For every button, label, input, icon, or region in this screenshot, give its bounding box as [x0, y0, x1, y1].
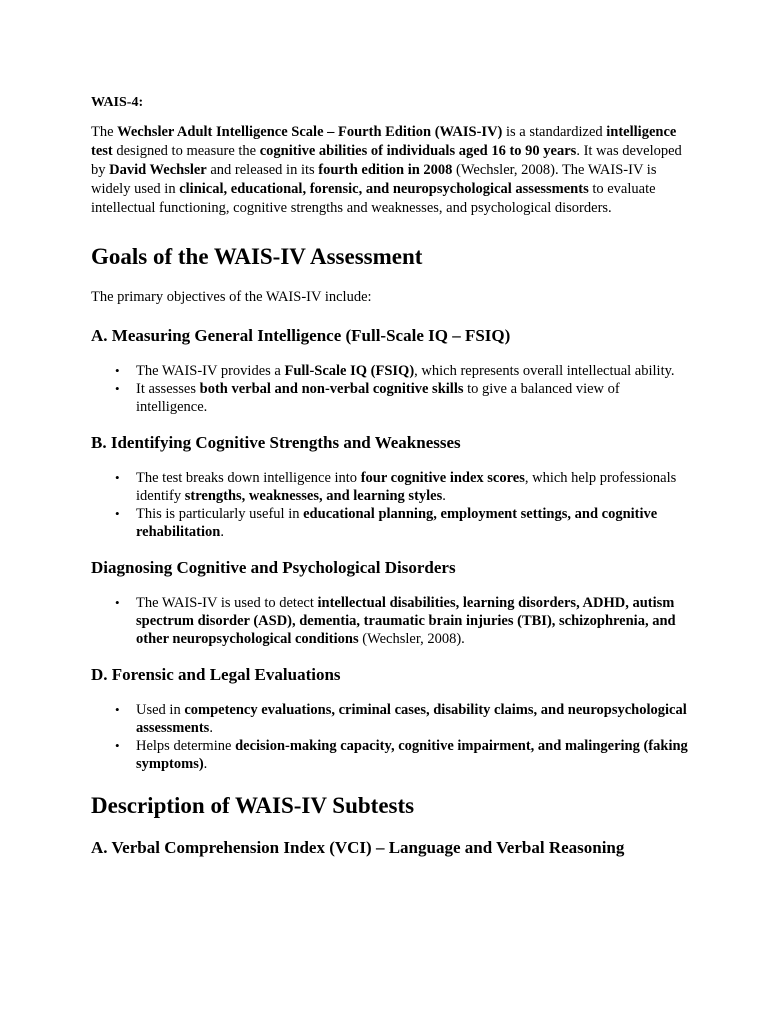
list-item [115, 701, 688, 737]
list-item-bold-text: both verbal and non-verbal cognitive skills [199, 381, 464, 397]
list-item [115, 737, 688, 773]
list-item-text: (Wechsler, 2008). [358, 631, 465, 647]
intro-bold-text: clinical, educational, forensic, and neuropsychological assessments [179, 181, 589, 197]
intro-bold-text: David Wechsler [109, 162, 207, 178]
list-item-text: , which represents overall intellectual ability. [414, 363, 675, 379]
bullet-icon: • [115, 381, 120, 396]
list-item-bold-text: educational planning, employment settings, and cognitive rehabilitation [136, 506, 658, 540]
intro-text: and released in its [206, 162, 319, 178]
list-item-text: The WAIS-IV is used to detect [136, 595, 318, 611]
bullet-icon: • [115, 506, 120, 521]
section-a-list [91, 362, 688, 416]
list-item-text: to give a balanced view of intelligence. [136, 381, 620, 415]
bullet-icon: • [115, 595, 120, 610]
list-item-text: The WAIS-IV provides a [136, 363, 285, 379]
intro-bold-text: fourth edition in 2008 [318, 162, 453, 178]
list-item-bold-text: decision-making capacity, cognitive impairment, and malingering (faking symptoms) [136, 738, 688, 772]
list-item-text: This is particularly useful in [136, 506, 304, 522]
list-item-text: . [220, 524, 224, 540]
list-item-text: Used in [136, 702, 185, 718]
list-item [115, 469, 688, 505]
bullet-icon: • [115, 363, 120, 378]
intro-text: to evaluate intellectual functioning, cognitive strengths and weaknesses, and psychological disorders. [91, 181, 656, 216]
list-item-text: The test breaks down intelligence into [136, 470, 361, 486]
bullet-icon: • [115, 470, 120, 485]
list-item-bold-text: competency evaluations, criminal cases, disability claims, and neuropsychological assessments [136, 702, 687, 736]
list-item-text: . [442, 488, 446, 504]
section-b-heading: B. Identifying Cognitive Strengths and Weaknesses [91, 433, 461, 452]
list-item-bold-text: strengths, weaknesses, and learning styles [184, 488, 443, 504]
list-item-text: Helps determine [136, 738, 236, 754]
bullet-icon: • [115, 702, 120, 717]
intro-bold-text: intelligence test [91, 124, 677, 159]
intro-bold-text: cognitive abilities of individuals aged 16 to 90 years [259, 143, 577, 159]
intro-bold-text: Wechsler Adult Intelligence Scale – Fourth Edition (WAIS-IV) [117, 124, 503, 140]
section-b-list [91, 469, 688, 541]
intro-text: designed to measure the [112, 143, 260, 159]
list-item [115, 380, 688, 416]
list-item [115, 505, 688, 541]
list-item-text: It assesses [136, 381, 200, 397]
intro-text: is a standardized [502, 124, 607, 140]
list-item-text: . [203, 756, 208, 772]
intro-text: (Wechsler, 2008). The WAIS-IV is widely used in [91, 162, 657, 197]
list-item-bold-text: four cognitive index scores [360, 470, 525, 486]
list-item [115, 362, 688, 380]
section-c-list [91, 594, 688, 648]
intro-text: . It was developed by [91, 143, 682, 178]
list-item-text: , which help professionals identify [136, 470, 677, 504]
bullet-icon: • [115, 738, 120, 753]
intro-text: The [91, 124, 118, 140]
intro-paragraph [91, 123, 688, 218]
goals-heading: Goals of the WAIS-IV Assessment [91, 244, 423, 269]
document-label: WAIS-4: [91, 95, 144, 110]
section-d-heading: D. Forensic and Legal Evaluations [91, 665, 341, 684]
section-c-heading: Diagnosing Cognitive and Psychological Disorders [91, 558, 456, 577]
list-item [115, 594, 688, 648]
vci-heading: A. Verbal Comprehension Index (VCI) – Language and Verbal Reasoning [91, 838, 625, 857]
list-item-bold-text: Full-Scale IQ (FSIQ) [284, 363, 415, 379]
section-d-list [91, 701, 688, 773]
section-a-heading: A. Measuring General Intelligence (Full-Scale IQ – FSIQ) [91, 326, 511, 345]
goals-intro-text: The primary objectives of the WAIS-IV include: [91, 289, 372, 305]
list-item-bold-text: intellectual disabilities, learning disorders, ADHD, autism spectrum disorder (ASD), dementia, traumatic brain injuries (TBI), schizophrenia, and other neuropsychological conditions [136, 595, 676, 647]
list-item-text: . [209, 720, 213, 736]
description-heading: Description of WAIS-IV Subtests [91, 793, 415, 818]
